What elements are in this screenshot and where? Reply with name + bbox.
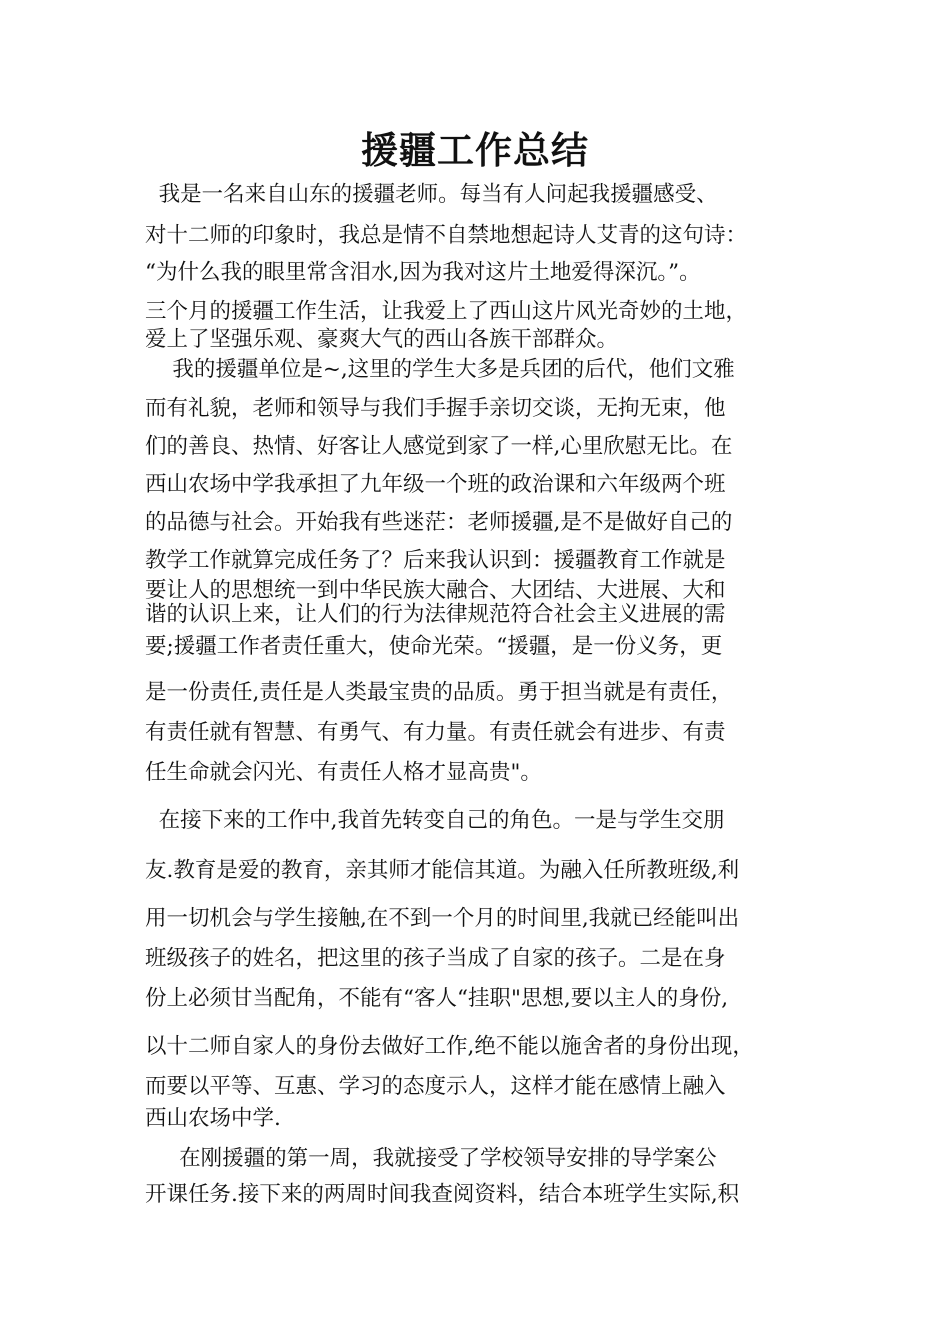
text-line: 要让人的思想统一到中华民族大融合、大团结、大进展、大和 [145,578,726,603]
text-line: 爱上了坚强乐观、豪爽大气的西山各族干部群众。 [145,327,619,352]
text-line: 的品德与社会。开始我有些迷茫：老师援疆,是不是做好自己的 [145,510,733,535]
text-line: 而有礼貌，老师和领导与我们手握手亲切交谈，无拘无束，他 [145,396,726,421]
text-line: 班级孩子的姓名，把这里的孩子当成了自家的孩子。二是在身 [145,946,726,971]
text-line: 而要以平等、互惠、学习的态度示人，这样才能在感情上融入 [145,1074,726,1099]
text-line: 西山农场中学. [145,1106,281,1131]
text-line: 友.教育是爱的教育，亲其师才能信其道。为融入任所教班级,利 [145,858,740,883]
document-title: 援疆工作总结 [361,128,589,172]
text-line: 任生命就会闪光、有责任人格才显高贵"。 [145,760,542,785]
text-line: 西山农场中学我承担了九年级一个班的政治课和六年级两个班 [145,472,726,497]
text-line: 在接下来的工作中,我首先转变自己的角色。一是与学生交朋 [145,808,725,833]
text-line: 谐的认识上来，让人们的行为法律规范符合社会主义进展的需 [145,602,726,627]
text-line: 要;援疆工作者责任重大，使命光荣。“援疆，是一份义务，更 [145,634,723,659]
text-line: 开课任务.接下来的两周时间我查阅资料，结合本班学生实际,积 [145,1182,740,1207]
text-line: “为什么我的眼里常含泪水,因为我对这片土地爱得深沉。”。 [145,260,701,285]
text-line: 教学工作就算完成任务了？后来我认识到：援疆教育工作就是 [145,548,726,573]
text-line: 三个月的援疆工作生活，让我爱上了西山这片风光奇妙的土地， [145,299,748,324]
text-line: 我是一名来自山东的援疆老师。每当有人问起我援疆感受、 [145,182,718,207]
text-line: 我的援疆单位是~,这里的学生大多是兵团的后代，他们文雅 [145,357,735,382]
text-line: 在刚援疆的第一周，我就接受了学校领导安排的导学案公 [145,1146,717,1171]
text-line: 份上必须甘当配角，不能有“客人“挂职"思想,要以主人的身份, [145,986,729,1011]
text-line: 用一切机会与学生接触,在不到一个月的时间里,我就已经能叫出 [145,906,740,931]
text-line: 对十二师的印象时，我总是情不自禁地想起诗人艾青的这句诗： [145,223,748,248]
text-line: 们的善良、热情、好客让人感觉到家了一样,心里欣慰无比。在 [145,434,733,459]
text-line: 是一份责任,责任是人类最宝贵的品质。勇于担当就是有责任， [145,680,733,705]
text-line: 有责任就有智慧、有勇气、有力量。有责任就会有进步、有责 [145,720,726,745]
text-line: 以十二师自家人的身份去做好工作,绝不能以施舍者的身份出现， [145,1034,754,1059]
